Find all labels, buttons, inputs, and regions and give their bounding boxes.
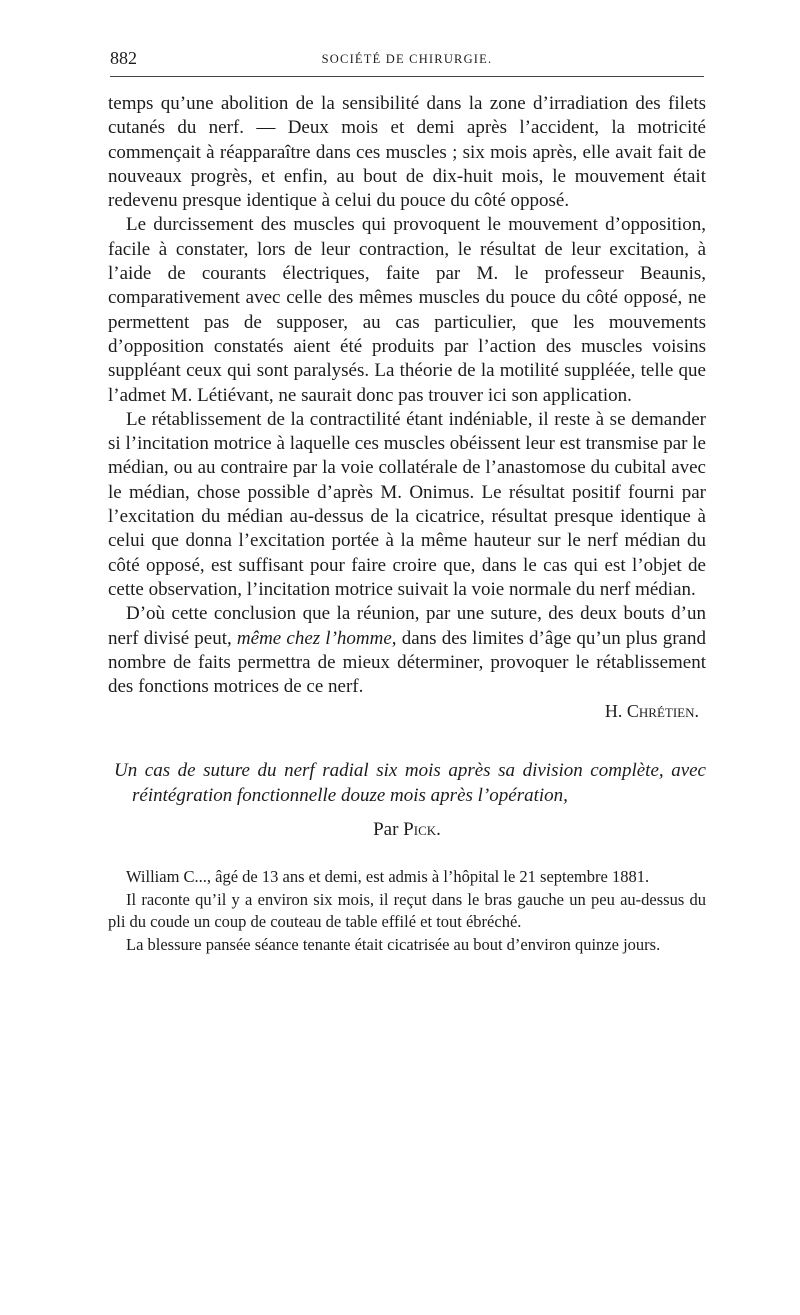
page-header: [110, 44, 704, 68]
byline-author: Pick.: [403, 819, 441, 841]
conclusion-text: , dans des limites d’âge qu’un plus grand nombre de faits permettra de mieux déterminer, provoquer le rétablissement des fonctions motrices de ce nerf.: [108, 627, 706, 698]
conclusion-paragraph: [108, 602, 706, 699]
paragraph: Le durcissement des muscles qui provoquent le mouvement d’opposition, facile à constater, lors de leur contraction, le résultat de leur excitation, à l’aide de courants électriques, faite par M. le professeur Beaunis, comparativement avec celle des mêmes muscles du pouce du côté opposé, ne permettent pas de supposer, au cas particulier, que les mouvements d’opposition constatés aient été produits par l’action des muscles voisins suppléant ceux qui sont paralysés. La théorie de la motilité suppléée, telle que l’admet M. Létiévant, ne saurait donc pas trouver ici son application.: [108, 214, 706, 406]
signature-initial: H.: [604, 701, 623, 722]
case-paragraph: William C..., âgé de 13 ans et demi, est admis à l’hôpital le 21 septembre 1881.: [126, 867, 650, 887]
byline-prefix: Par: [373, 819, 399, 841]
signature: [108, 699, 706, 723]
running-head: SOCIÉTÉ DE CHIRURGIE.: [321, 52, 493, 66]
body-text: [108, 92, 706, 956]
article-title: Un cas de suture du nerf radial six mois après sa division complète, avec réintégration fonctionnelle douze mois après l’opération,: [114, 760, 706, 806]
paragraph: Le rétablissement de la contractilité étant indéniable, il reste à se demander si l’incitation motrice à laquelle ces muscles obéissent leur est transmise par le médian, ou au contraire par la voie collatérale de l’anastomose du cubital avec le médian, chose possible d’après M. Onimus. Le résultat positif fourni par l’excitation du médian au-dessus de la cicatrice, résultat presque identique à celui que donna l’excitation portée à la même hauteur sur le nerf médian du côté opposé, est suffisant pour faire croire que, dans le cas qui est l’objet de cette observation, l’incitation motrice suivait la voie normale du nerf médian.: [108, 408, 706, 600]
page-number: 882: [110, 48, 137, 68]
case-paragraph: La blessure pansée séance tenante était cicatrisée au bout d’environ quinze jours.: [126, 934, 661, 954]
conclusion-emphasis: même chez l’homme: [236, 627, 392, 649]
header-rule: [110, 76, 704, 77]
case-paragraph: Il raconte qu’il y a environ six mois, il reçut dans le bras gauche un peu au-dessus du pli du coude un coup de couteau de table effilé et tout ébréché.: [108, 889, 706, 932]
signature-name: Chrétien.: [626, 701, 699, 722]
paragraph: temps qu’une abolition de la sensibilité dans la zone d’irradiation des filets cutanés du nerf. — Deux mois et demi après l’accident, la motricité commençait à réapparaître dans ces muscles ; six mois après, elle avait fait de nouveaux progrès, et enfin, au bout de dix-huit mois, le mouvement était redevenu presque identique à celui du pouce du côté opposé.: [108, 93, 706, 212]
byline: [108, 818, 706, 842]
conclusion-text: D’où cette conclusion que la réunion, par une suture, des deux bouts d’un nerf divisé peut,: [108, 603, 706, 649]
